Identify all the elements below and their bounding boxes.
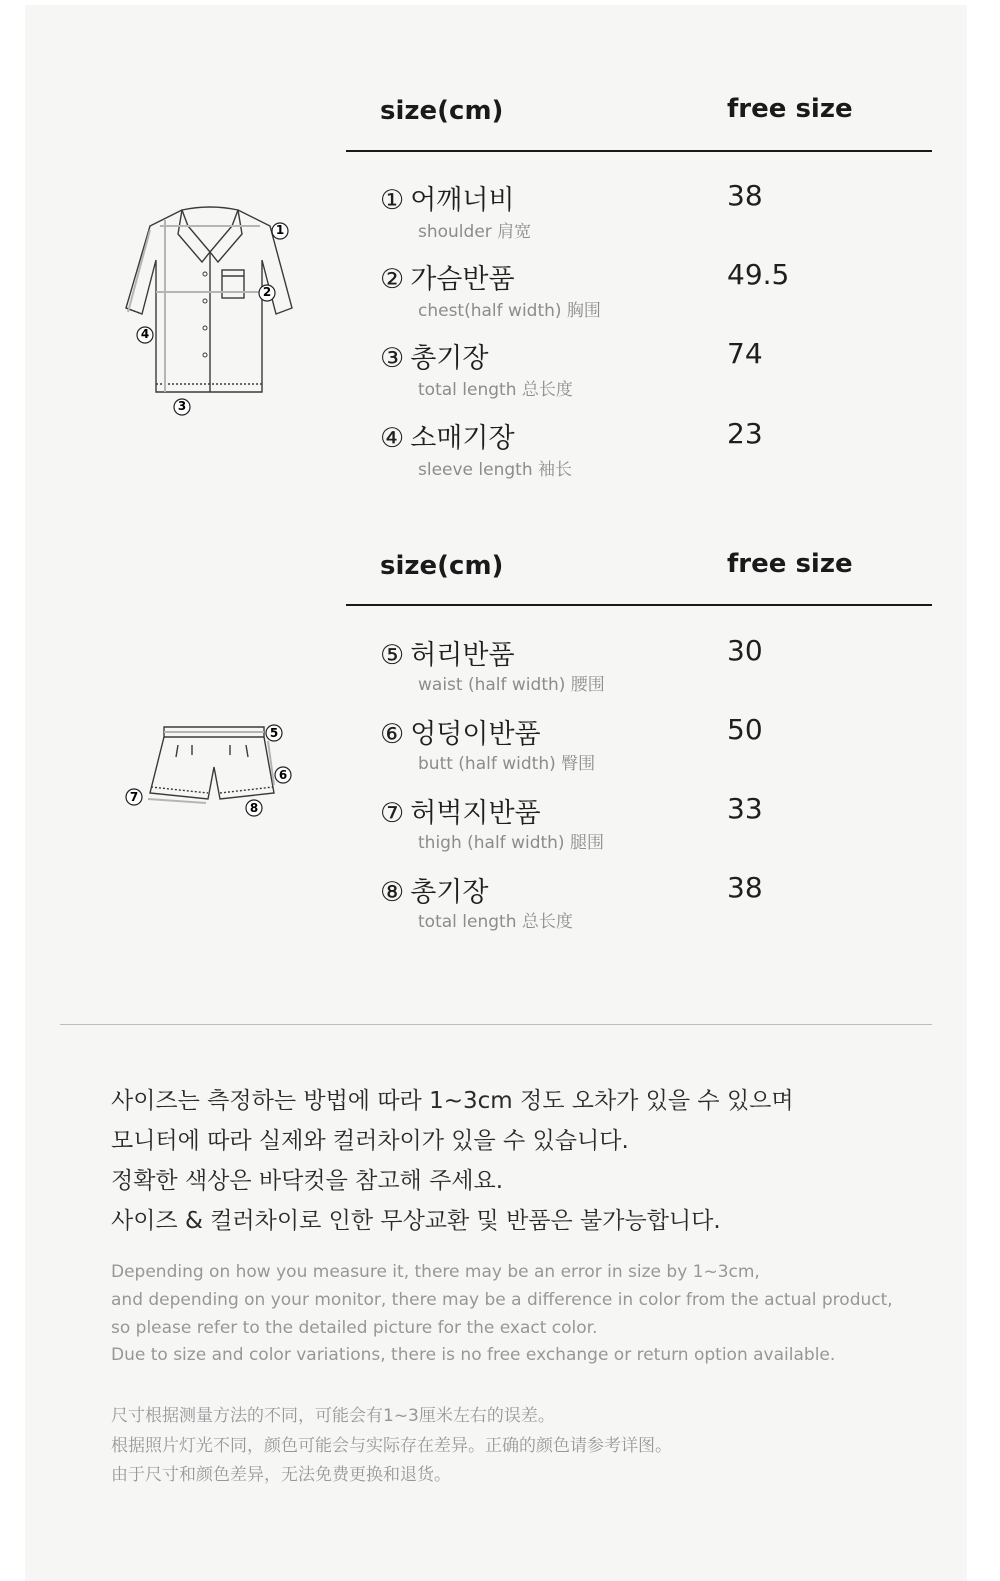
row-value: 30	[727, 634, 763, 667]
row-subtitle: butt (half width) 臀围	[418, 754, 596, 774]
marker-4: 4	[140, 327, 150, 341]
row-value: 38	[727, 871, 763, 904]
row-value: 23	[727, 417, 763, 450]
notice-ko-line: 사이즈는 측정하는 방법에 따라 1~3cm 정도 오차가 있을 수 있으며	[111, 1088, 794, 1114]
row-value: 49.5	[727, 258, 790, 291]
shirt-markers	[137, 223, 288, 415]
row-name: 엉덩이반품	[410, 719, 541, 750]
row-number: ⑤	[380, 640, 405, 671]
table2-header-rule	[346, 604, 932, 606]
row-name: 어깨너비	[410, 185, 515, 216]
notice-zh-line: 根据照片灯光不同，颜色可能会与实际存在差异。正确的颜色请参考详图。	[111, 1436, 672, 1456]
row-subtitle: shoulder 肩宽	[418, 222, 532, 242]
row-value: 74	[727, 337, 763, 370]
row-number: ④	[380, 423, 405, 454]
row-subtitle: sleeve length 袖长	[418, 460, 573, 480]
row-value: 38	[727, 179, 763, 212]
row-number: ⑧	[380, 877, 405, 908]
notice-en-line: Depending on how you measure it, there may be an error in size by 1~3cm,	[111, 1262, 760, 1282]
row-value: 33	[727, 792, 763, 825]
row-subtitle: chest(half width) 胸围	[418, 301, 601, 321]
row-name: 총기장	[410, 343, 489, 374]
row-subtitle: total length 总长度	[418, 912, 573, 932]
row-subtitle: total length 总长度	[418, 380, 573, 400]
marker-8: 8	[249, 801, 259, 815]
row-number: ⑥	[380, 719, 405, 750]
row-name: 소매기장	[410, 423, 515, 454]
row-name: 가슴반품	[410, 264, 515, 295]
row-name: 총기장	[410, 877, 489, 908]
notice-en-line: and depending on your monitor, there may be a difference in color from the actual product,	[111, 1290, 893, 1310]
row-value: 50	[727, 713, 763, 746]
notice-ko-line: 모니터에 따라 실제와 컬러차이가 있을 수 있습니다.	[111, 1128, 629, 1154]
row-number: ②	[380, 264, 405, 295]
marker-6: 6	[278, 768, 288, 782]
table1-header-rule	[346, 150, 932, 152]
table1-header-label: size(cm)	[380, 96, 504, 126]
marker-1: 1	[275, 223, 285, 237]
notice-en-line: Due to size and color variations, there is no free exchange or return option available.	[111, 1345, 836, 1365]
notice-zh-line: 由于尺寸和颜色差异，无法免费更换和退货。	[111, 1465, 451, 1485]
table2-header-label: size(cm)	[380, 551, 504, 581]
notice-ko-line: 정확한 색상은 바닥컷을 참고해 주세요.	[111, 1168, 504, 1194]
section-divider	[60, 1024, 932, 1025]
marker-3: 3	[177, 399, 187, 413]
notice-ko-line: 사이즈 & 컬러차이로 인한 무상교환 및 반품은 불가능합니다.	[111, 1208, 721, 1234]
row-subtitle: waist (half width) 腰围	[418, 675, 605, 695]
notice-zh-line: 尺寸根据测量方法的不同，可能会有1~3厘米左右的误差。	[111, 1406, 555, 1426]
row-name: 허리반품	[410, 640, 515, 671]
row-number: ⑦	[380, 798, 405, 829]
row-subtitle: thigh (half width) 腿围	[418, 833, 604, 853]
notice-en-line: so please refer to the detailed picture for the exact color.	[111, 1318, 598, 1338]
row-number: ①	[380, 185, 405, 216]
table1-header-value: free size	[727, 94, 853, 124]
marker-7: 7	[129, 790, 139, 804]
table2-header-value: free size	[727, 549, 853, 579]
row-number: ③	[380, 343, 405, 374]
marker-5: 5	[269, 726, 279, 740]
marker-2: 2	[262, 285, 272, 299]
row-name: 허벅지반품	[410, 798, 541, 829]
